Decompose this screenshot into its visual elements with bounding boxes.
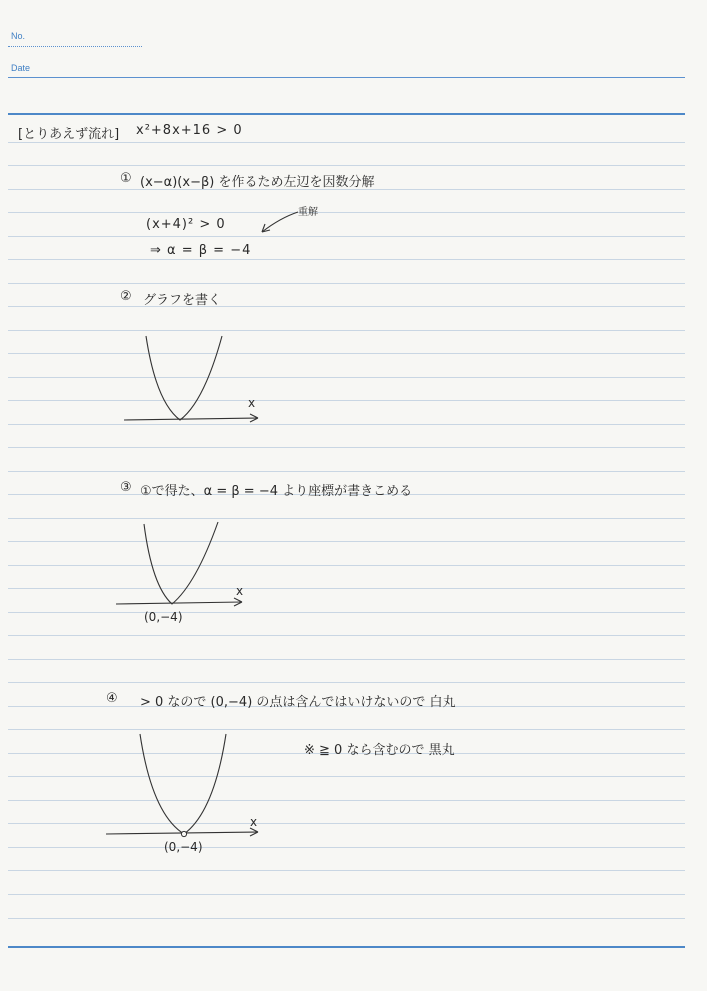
graph-3-point-label: (0,−4) (144, 610, 183, 624)
no-label: No. (11, 31, 26, 41)
step-4-text: > 0 なので (0,−4) の点は含んではいけないので 白丸 (140, 695, 456, 710)
step-1-equation-1: (x+4)² > 0 (146, 217, 226, 232)
note-arrow (256, 208, 302, 238)
step-4-side-note: ※ ≧ 0 なら含むので 黒丸 (304, 743, 455, 758)
step-2-text: グラフを書く (143, 293, 222, 308)
no-field-line (8, 46, 142, 47)
date-label: Date (11, 63, 31, 73)
step-1-number: ① (120, 171, 132, 186)
double-root-note: 重解 (298, 207, 318, 218)
step-2-number: ② (120, 289, 132, 304)
graph-3 (116, 520, 256, 612)
parabola (140, 734, 226, 834)
date-field-line (8, 77, 685, 78)
graph-3-axis-label: x (236, 584, 244, 598)
step-1-equation-2: ⇒ α = β = −4 (150, 243, 252, 258)
step-4-number: ④ (106, 691, 118, 706)
x-axis (116, 602, 242, 604)
parabola (146, 336, 222, 420)
title-inequality: x²+8x+16 > 0 (136, 123, 243, 138)
x-axis (124, 418, 258, 420)
graph-2 (120, 330, 270, 430)
title-tag: [とりあえず流れ] (18, 127, 120, 142)
graph-4 (104, 732, 264, 842)
step-3-text: ①で得た、α = β = −4 より座標が書きこめる (140, 484, 413, 499)
bottom-rule (8, 946, 685, 948)
top-rule (8, 113, 685, 115)
graph-4-point-label: (0,−4) (164, 840, 203, 854)
step-3-number: ③ (120, 480, 132, 495)
parabola (144, 522, 218, 604)
graph-4-axis-label: x (250, 815, 258, 829)
step-1-text: (x−α)(x−β) を作るため左辺を因数分解 (140, 175, 375, 190)
open-circle-icon (181, 831, 186, 836)
graph-2-axis-label: x (248, 396, 256, 410)
